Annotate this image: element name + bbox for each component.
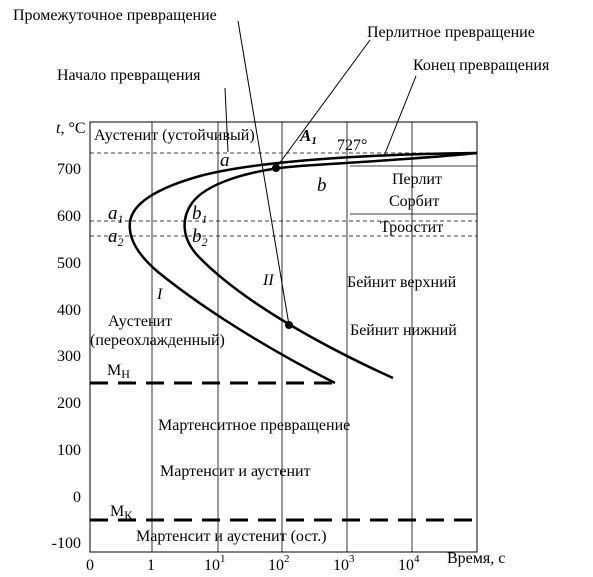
region-sorbite: Сорбит bbox=[389, 193, 440, 210]
x-tick-labels bbox=[86, 553, 420, 574]
point-a2: $a_2$ bbox=[108, 226, 124, 249]
region-austenite-supercooled: Аустенит bbox=[108, 313, 173, 330]
intermediate-point bbox=[285, 321, 293, 329]
x-tick-10-2: $10^2$ bbox=[268, 553, 290, 574]
region-pearlite: Перлит bbox=[392, 171, 442, 188]
point-a1: $a_1$ bbox=[108, 203, 124, 226]
region-martensite-austenite: Мартенсит и аустенит bbox=[160, 463, 311, 480]
y-tick: 700 bbox=[57, 161, 81, 178]
point-b1: $b_1$ bbox=[192, 203, 208, 226]
pearlitic-point bbox=[272, 164, 280, 172]
mk-label: МК bbox=[110, 503, 133, 522]
x-axis-label: Время, с bbox=[447, 550, 506, 567]
a1-label: A1 bbox=[300, 126, 317, 147]
x-tick-10-4: $10^4$ bbox=[398, 553, 420, 574]
y-tick: 600 bbox=[57, 208, 81, 225]
region-bainite-lower: Бейнит нижний bbox=[350, 322, 457, 339]
region-martensite-austenite-residual: Мартенсит и аустенит (ост.) bbox=[136, 528, 327, 545]
y-axis-symbol: t bbox=[56, 120, 61, 137]
x-tick-10-1: $10^1$ bbox=[204, 553, 226, 574]
x-tick-1: 1 bbox=[147, 557, 155, 574]
region-troostite: Троостит bbox=[380, 219, 444, 236]
callout-pearlitic: Перлитное превращение bbox=[367, 24, 535, 41]
curve-label-II: II bbox=[263, 272, 274, 289]
region-martensitic-transformation: Мартенситное превращение bbox=[158, 417, 351, 434]
y-axis-label bbox=[56, 120, 86, 137]
leader-end bbox=[384, 76, 416, 156]
y-tick: 200 bbox=[57, 395, 81, 412]
curve-label-I: I bbox=[157, 286, 163, 303]
point-a: a bbox=[220, 150, 230, 171]
temp-727-label: 727° bbox=[337, 137, 368, 154]
y-tick: 0 bbox=[73, 489, 81, 506]
y-tick: -100 bbox=[51, 535, 81, 552]
point-b: b bbox=[317, 175, 327, 196]
x-tick-10-3: $10^3$ bbox=[333, 553, 355, 574]
region-bainite-upper: Бейнит верхний bbox=[347, 274, 457, 291]
y-tick: 300 bbox=[57, 348, 81, 365]
y-tick: 100 bbox=[57, 442, 81, 459]
region-austenite-supercooled-note: (переохлажденный) bbox=[90, 332, 225, 349]
y-axis-unit: , °C bbox=[60, 120, 86, 137]
callout-intermediate: Промежуточное превращение bbox=[13, 7, 217, 24]
y-tick: 500 bbox=[57, 255, 81, 272]
x-tick-0: 0 bbox=[86, 557, 94, 574]
y-tick: 400 bbox=[57, 302, 81, 319]
y-tick-labels bbox=[52, 161, 81, 552]
point-b2: $b_2$ bbox=[192, 226, 208, 249]
callout-start: Начало превращения bbox=[57, 67, 201, 84]
mh-label: МН bbox=[107, 362, 130, 381]
region-austenite-stable: Аустенит (устойчивый) bbox=[94, 127, 255, 144]
callout-end: Конец превращения bbox=[413, 57, 550, 74]
